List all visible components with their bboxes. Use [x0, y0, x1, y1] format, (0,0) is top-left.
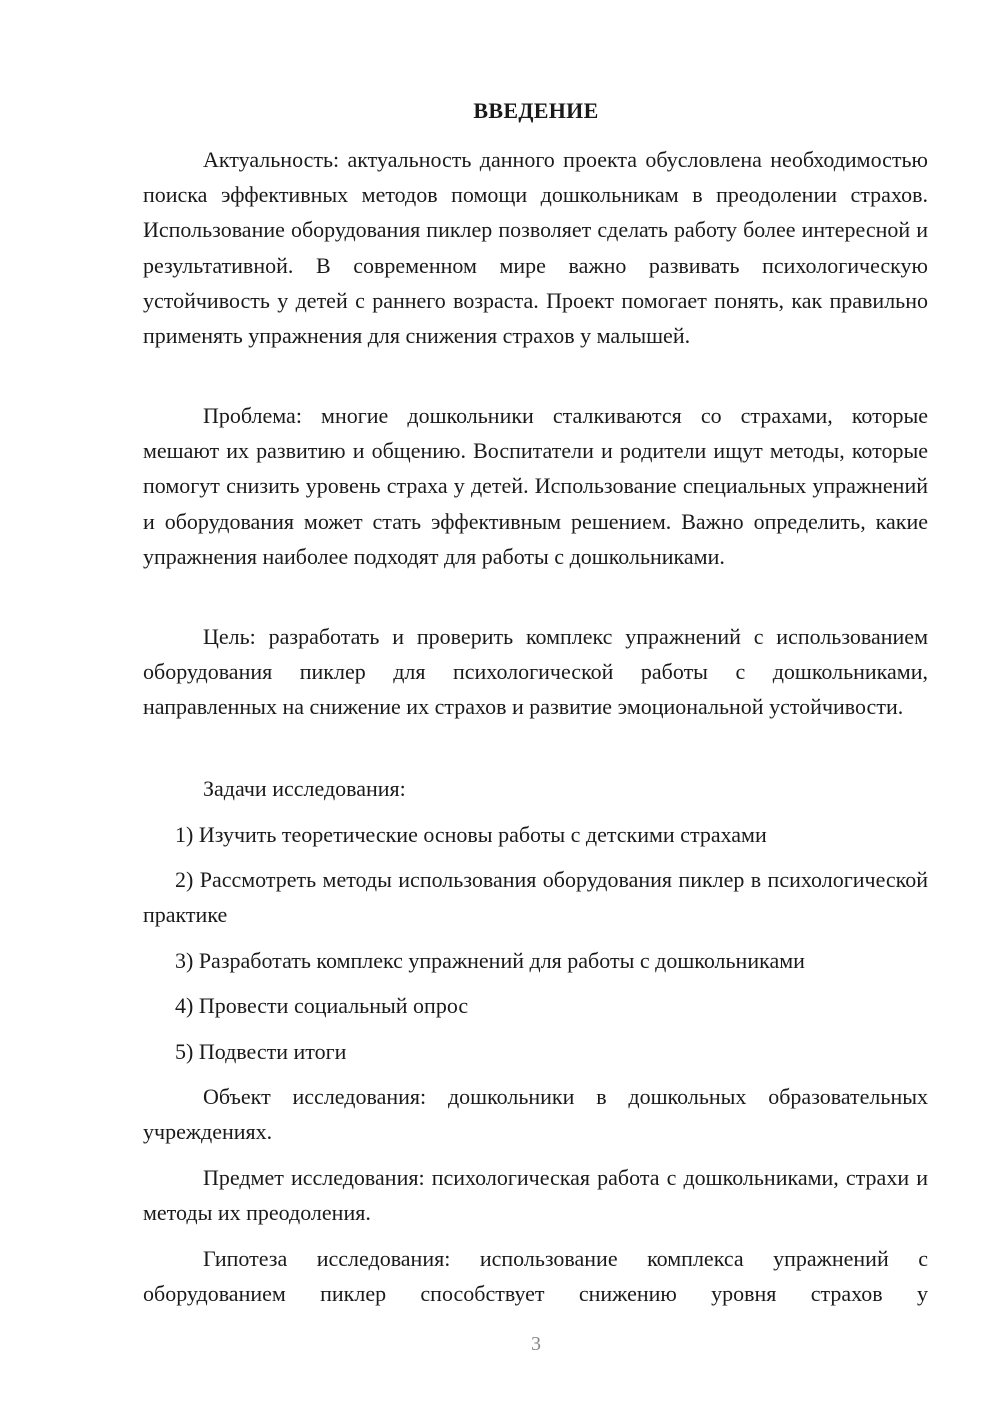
task-item-3: 3) Разработать комплекс упражнений для работы с дошкольниками — [175, 948, 805, 973]
section-title: ВВЕДЕНИЕ — [473, 98, 599, 123]
task-item-4: 4) Провести социальный опрос — [175, 993, 469, 1018]
paragraph-object: Объект исследования: дошкольники в дошкольных образовательных учреждениях. — [143, 1084, 928, 1145]
paragraph-problem: Проблема: многие дошкольники сталкиваются со страхами, которые мешают их развитию и общению. Воспитатели и родители ищут методы, которые помогут снизить уровень страха у детей. Использование специальных упражнений и оборудования может стать эффективным решением. Важно определить, какие упражнения наиболее подходят для работы с дошкольниками. — [143, 403, 928, 569]
paragraph-tasks-heading: Задачи исследования: — [203, 776, 406, 801]
paragraph-subject: Предмет исследования: психологическая работа с дошкольниками, страхи и методы их преодоления. — [143, 1165, 928, 1226]
page-number: 3 — [531, 1333, 541, 1355]
task-item-5: 5) Подвести итоги — [175, 1039, 347, 1064]
paragraph-relevance: Актуальность: актуальность данного проекта обусловлена необходимостью поиска эффективных методов помощи дошкольникам в преодолении страхов. Использование оборудования пиклер позволяет сделать работу более интересной и результативной. В современном мире важно развивать психологическую устойчивость у детей с раннего возраста. Проект помогает понять, как правильно применять упражнения для снижения страхов у малышей. — [143, 147, 928, 349]
paragraph-goal: Цель: разработать и проверить комплекс упражнений с использованием оборудования пиклер для психологической работы с дошкольниками, направленных на снижение их страхов и развитие эмоциональной устойчивости. — [143, 624, 928, 720]
task-item-2: 2) Рассмотреть методы использования оборудования пиклер в психологической практике — [143, 867, 928, 928]
task-item-1: 1) Изучить теоретические основы работы с детскими страхами — [175, 822, 767, 847]
paragraph-hypothesis: Гипотеза исследования: использование комплекса упражнений с оборудованием пиклер способствует снижению уровня страхов у — [143, 1246, 928, 1307]
